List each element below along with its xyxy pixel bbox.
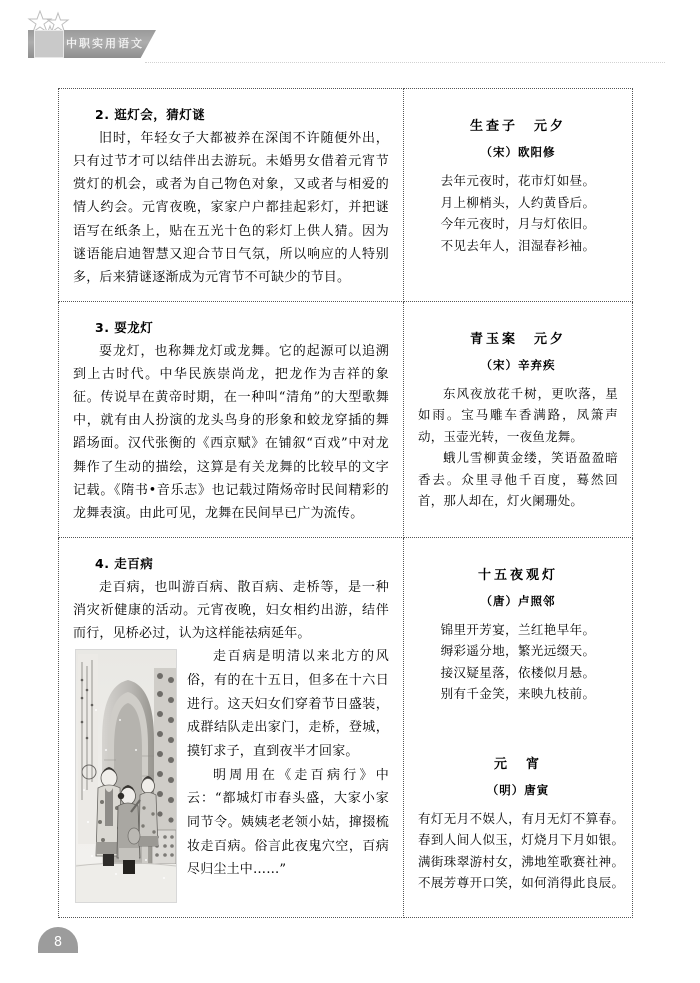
poem-title: 生查子 元夕 bbox=[469, 119, 566, 134]
poem-line: 不展芳尊开口笑，如何消得此良辰。 bbox=[418, 875, 625, 891]
table-row bbox=[59, 89, 633, 302]
poem-line: 别有千金笑，来映九枝前。 bbox=[440, 686, 596, 702]
poem-block bbox=[414, 312, 622, 518]
header-rule bbox=[145, 62, 665, 63]
section-heading: 3. 耍龙灯 bbox=[95, 319, 154, 335]
table-row bbox=[59, 301, 633, 537]
poem-line: 接汉疑星落，依楼似月悬。 bbox=[440, 664, 596, 680]
section-paragraph: 耍龙灯，也称舞龙灯或龙舞。它的起源可以追溯到上古时代。中华民族崇尚龙，把龙作为吉祥的象征。传说早在黄帝时期，在一种叫“清角”的大型歌舞中，就有由人扮演的龙头鸟身的形象和蛟龙穿插的舞蹈场面。汉代张衡的《西京赋》在铺叙“百戏”中对龙舞作了生动的描绘，这算是有关龙舞的比较早的文字记载。《隋书•音乐志》也记载过隋炀帝时民间精彩的龙舞表演。由此可见，龙舞在民间早已广为流传。 bbox=[73, 343, 389, 521]
section-heading: 2. 逛灯会，猜灯谜 bbox=[95, 107, 206, 122]
poem-block bbox=[414, 99, 622, 262]
poem-stanza: 东风夜放花千树，更吹落，星如雨。宝马雕车香满路，凤箫声动，玉壶光转，一夜鱼龙舞。 bbox=[418, 385, 618, 444]
section-wrapped-paragraph: 走百病是明清以来北方的风俗，有的在十五日，但多在十六日进行。这天妇女们穿着节日盛装，成群结队走出家门，走桥，登城，摸钉求子，直到夜半才回家。 bbox=[187, 649, 389, 759]
poem-author: （宋）辛弃疾 bbox=[480, 357, 556, 372]
poem-title: 元 宵 bbox=[493, 756, 542, 772]
poem-title: 青玉案 元夕 bbox=[469, 331, 566, 347]
section-cell-1 bbox=[59, 89, 404, 302]
poem-cell-1 bbox=[404, 89, 633, 302]
lantern-festival-painting bbox=[75, 649, 177, 903]
poem-block bbox=[414, 737, 625, 900]
poem-cell-2 bbox=[404, 301, 633, 537]
poem-stanza: 蛾儿雪柳黄金缕，笑语盈盈暗香去。众里寻他千百度，蓦然回首，那人却在，灯火阑珊处。 bbox=[418, 450, 618, 509]
poem-author: （宋）欧阳修 bbox=[480, 145, 556, 159]
poem-line: 缛彩遥分地，繁光远缀天。 bbox=[440, 643, 596, 659]
poem-line: 锦里开芳宴，兰红艳早年。 bbox=[440, 621, 596, 637]
poem-author: （明）唐寅 bbox=[486, 782, 550, 797]
page-header bbox=[0, 0, 700, 72]
page-number: 8 bbox=[38, 927, 78, 953]
section-heading: 4. 走百病 bbox=[95, 555, 154, 571]
section-cell-3 bbox=[59, 537, 404, 917]
table-row bbox=[59, 537, 633, 917]
section-paragraph: 旧时，年轻女子大都被养在深闺不许随便外出，只有过节才可以结伴出去游玩。未婚男女借着元宵节赏灯的机会，或者为自己物色对象，又或者与相爱的情人约会。元宵夜晚，家家户户都挂起彩灯，并把谜语写在纸条上，贴在五光十色的彩灯上供人猜。因为谜语能启迪智慧又迎合节日气氛，所以响应的人特别多，后来猜谜逐渐成为元宵节不可缺少的节目。 bbox=[73, 131, 389, 285]
poem-line: 月上柳梢头，人约黄昏后。 bbox=[440, 194, 596, 210]
content-table bbox=[58, 88, 633, 918]
poem-block bbox=[414, 548, 622, 711]
section-cell-2 bbox=[59, 301, 404, 537]
section-paragraph: 走百病，也叫游百病、散百病、走桥等，是一种消灾祈健康的活动。元宵夜晚，妇女相约出游，结伴而行，见桥必过，认为这样能祛病延年。 bbox=[73, 579, 389, 642]
poem-line: 今年元夜时，月与灯依旧。 bbox=[440, 216, 596, 231]
section-wrapped-paragraph: 明周用在《走百病行》中云：“都城灯市春头盛，大家小家同节令。姨姨老老领小姑，撺掇梳妆走百病。俗言此夜鬼穴空，百病尽归尘土中……” bbox=[187, 767, 389, 878]
poem-line: 满街珠翠游村女，沸地笙歌赛社神。 bbox=[418, 853, 625, 869]
poem-author: （唐）卢照邻 bbox=[480, 593, 556, 608]
book-title: 中职实用语文 bbox=[66, 37, 144, 50]
poem-line: 有灯无月不娱人，有月无灯不算春。 bbox=[418, 810, 625, 826]
poem-cell-3 bbox=[404, 537, 633, 917]
poem-line: 不见去年人，泪湿春衫袖。 bbox=[440, 237, 596, 253]
poem-title: 十五夜观灯 bbox=[477, 567, 558, 583]
poem-line: 去年元夜时，花市灯如昼。 bbox=[440, 173, 596, 188]
square-badge-icon bbox=[34, 30, 64, 58]
poem-line: 春到人间人似玉，灯烧月下月如银。 bbox=[418, 832, 625, 848]
